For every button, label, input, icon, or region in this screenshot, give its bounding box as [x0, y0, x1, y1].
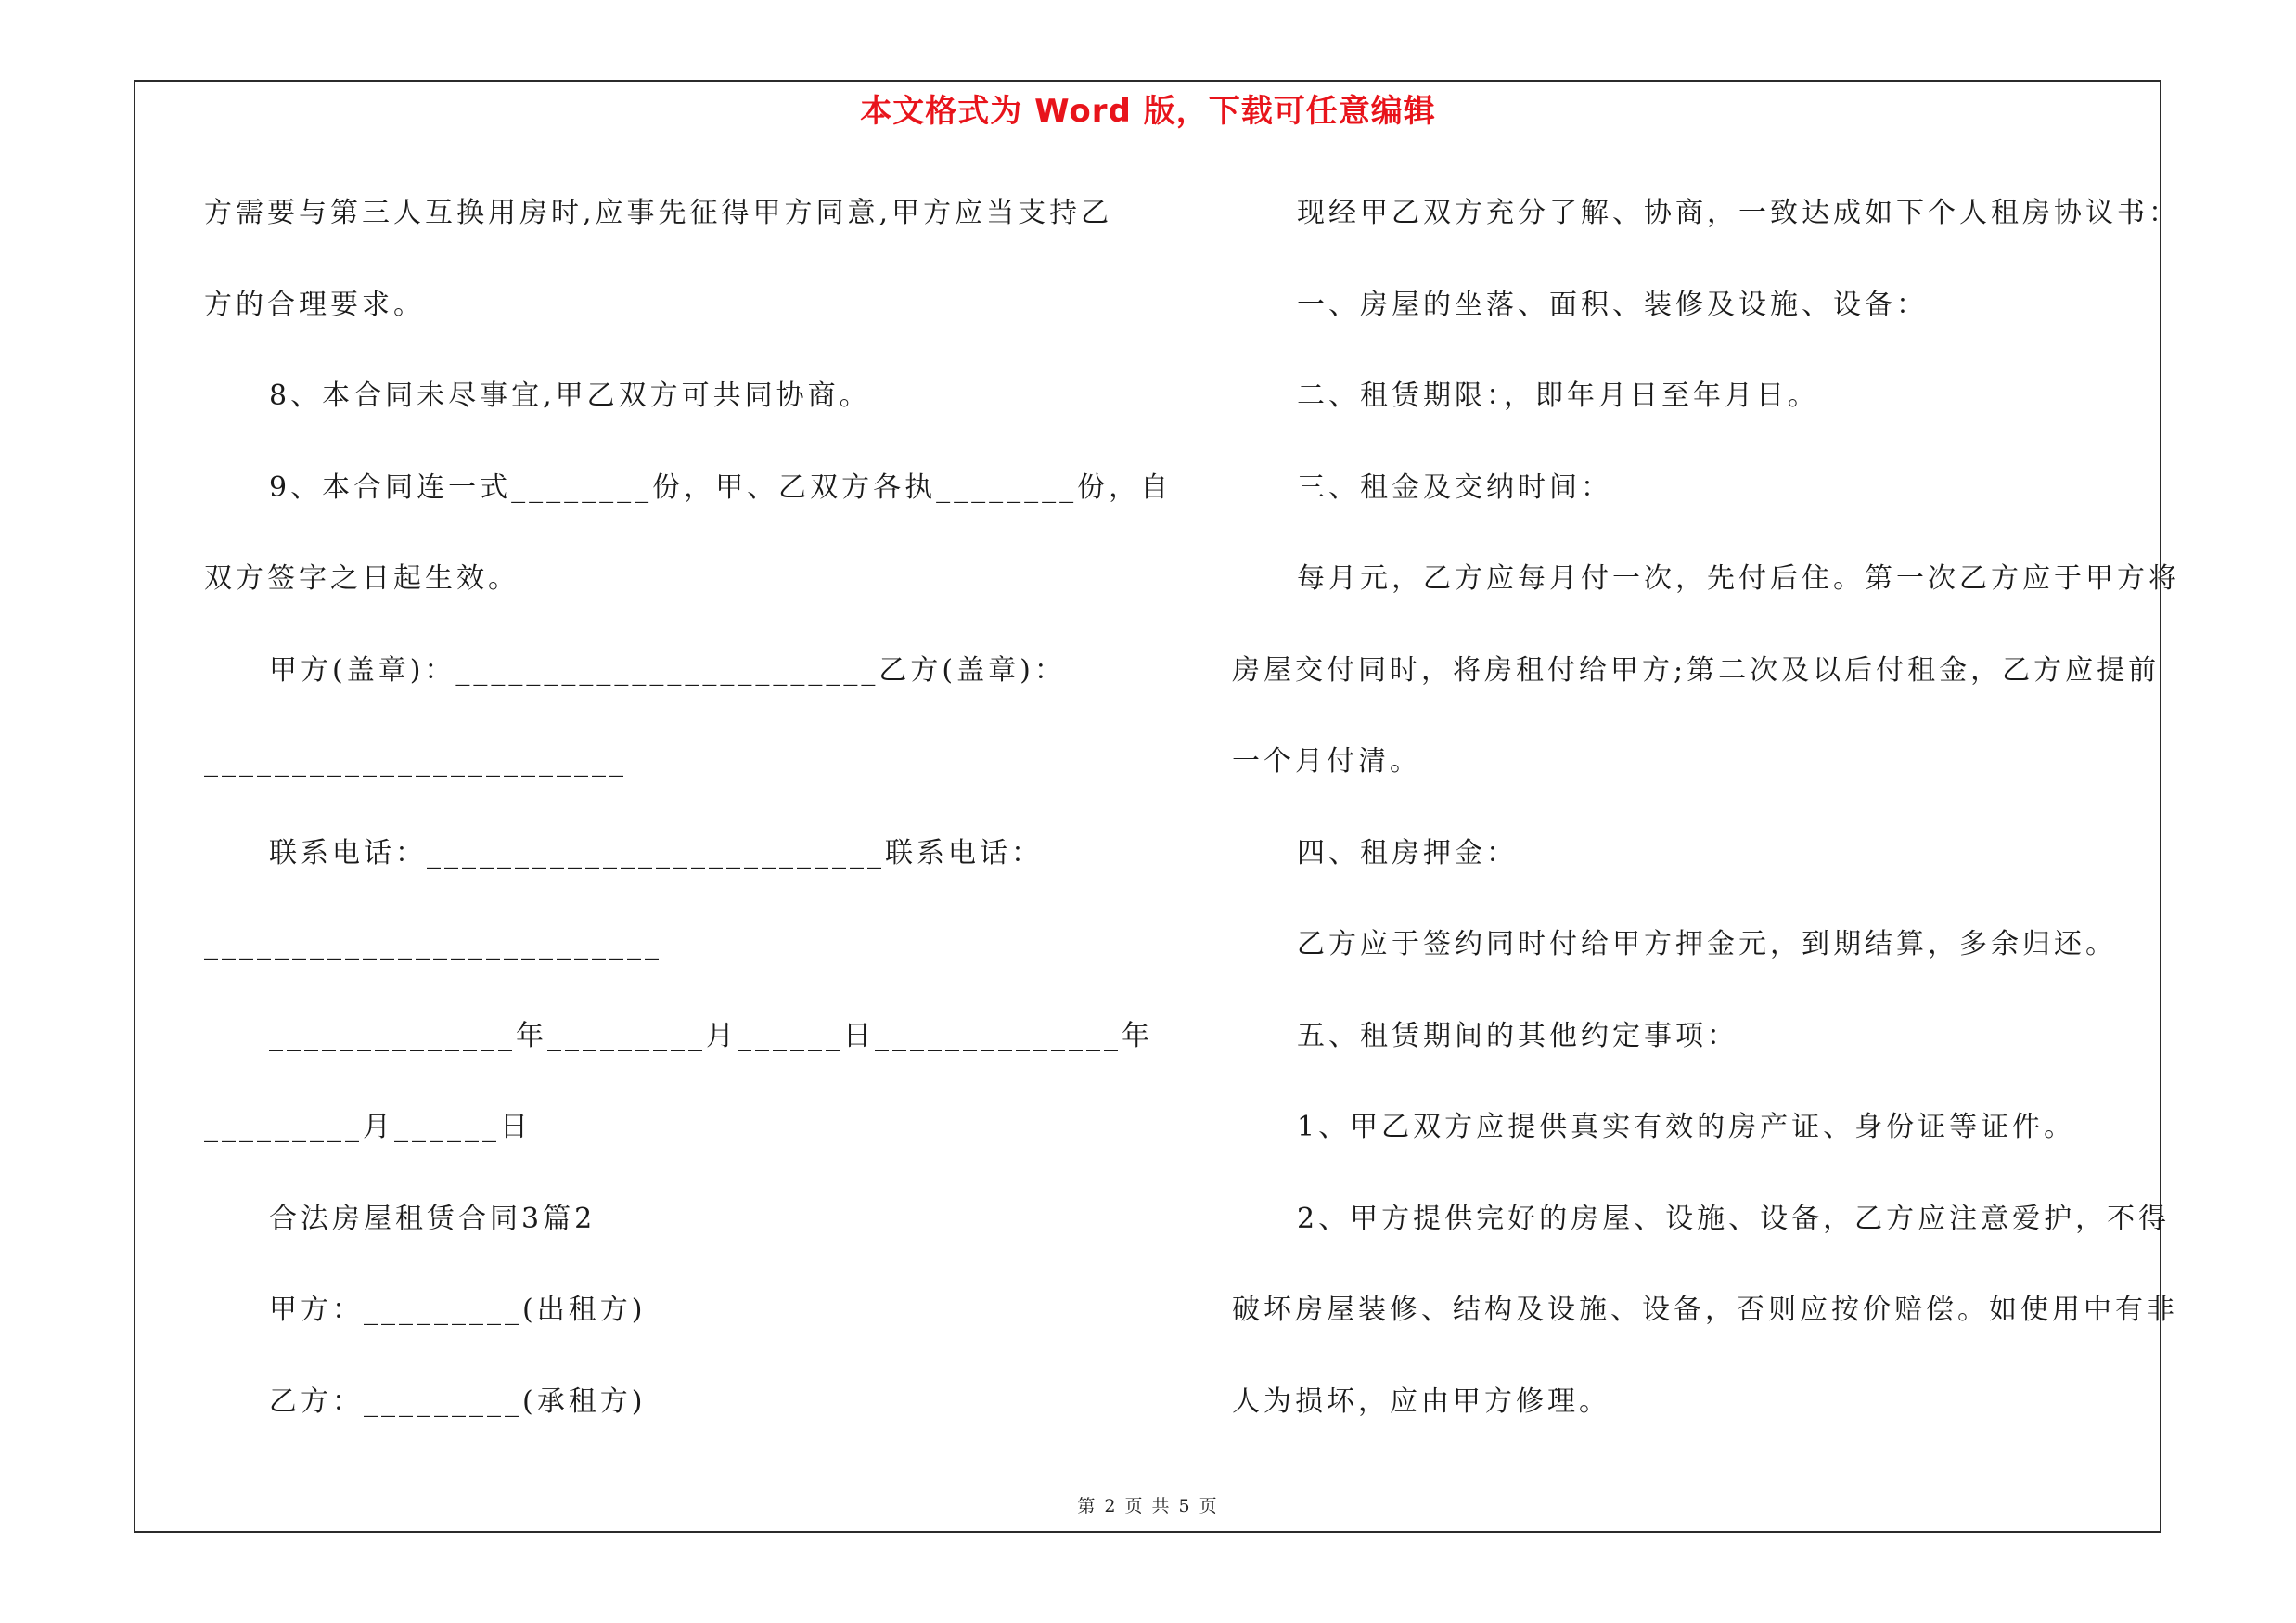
text-line: 甲方：_________(出租方) [269, 1294, 647, 1326]
text-line: 破坏房屋装修、结构及设施、设备，否则应按价赔偿。如使用中有非 [1232, 1294, 2178, 1326]
text-line: 三、租金及交纳时间： [1297, 470, 1612, 504]
text-line: __________________________ [204, 928, 662, 960]
text-line: ______________年_________月______日______________年 [269, 1019, 1153, 1052]
text-line: 方需要与第三人互换用房时,应事先征得甲方同意,甲方应当支持乙 [204, 197, 1113, 229]
text-line: 1、甲乙双方应提供真实有效的房产证、身份证等证件。 [1297, 1111, 2076, 1143]
text-line: 一个月付清。 [1232, 745, 1421, 778]
text-line: 2、甲方提供完好的房屋、设施、设备，乙方应注意爱护，不得 [1297, 1202, 2171, 1235]
text-line: 乙方：_________(承租方) [269, 1385, 647, 1418]
text-line: 一、房屋的坐落、面积、装修及设施、设备： [1297, 288, 1928, 321]
text-line: 9、本合同连一式________份，甲、乙双方各执________份，自 [269, 470, 1173, 504]
text-line: 现经甲乙双方充分了解、协商，一致达成如下个人租房协议书： [1297, 197, 2180, 229]
text-line: _________月______日 [204, 1111, 532, 1143]
text-line: 二、租赁期限：，即年月日至年月日。 [1297, 380, 1819, 412]
text-line: 甲方(盖章)：________________________乙方(盖章)： [269, 653, 1066, 687]
right-column [1232, 186, 2180, 1465]
text-line: 房屋交付同时，将房租付给甲方;第二次及以后付租金，乙方应提前 [1232, 653, 2161, 687]
text-line: 方的合理要求。 [204, 288, 425, 321]
text-line: 五、租赁期间的其他约定事项： [1297, 1019, 1738, 1052]
text-line: 每月元，乙方应每月付一次，先付后住。第一次乙方应于甲方将 [1297, 562, 2180, 595]
text-line: 联系电话：__________________________联系电话： [269, 836, 1043, 869]
text-line: 人为损坏，应由甲方修理。 [1232, 1385, 1610, 1418]
text-line: 四、租房押金： [1297, 836, 1518, 869]
page-number: 第 2 页 共 5 页 [1077, 1496, 1219, 1516]
format-banner: 本文格式为 Word 版，下载可任意编辑 [860, 93, 1436, 130]
text-line: 双方签字之日起生效。 [204, 562, 519, 595]
text-line: ________________________ [204, 745, 627, 778]
left-column [204, 186, 1173, 1465]
section-heading: 合法房屋租赁合同3篇2 [269, 1202, 596, 1235]
text-line: 8、本合同未尽事宜,甲乙双方可共同协商。 [269, 380, 871, 412]
text-line: 乙方应于签约同时付给甲方押金元，到期结算，多余归还。 [1297, 928, 2117, 960]
